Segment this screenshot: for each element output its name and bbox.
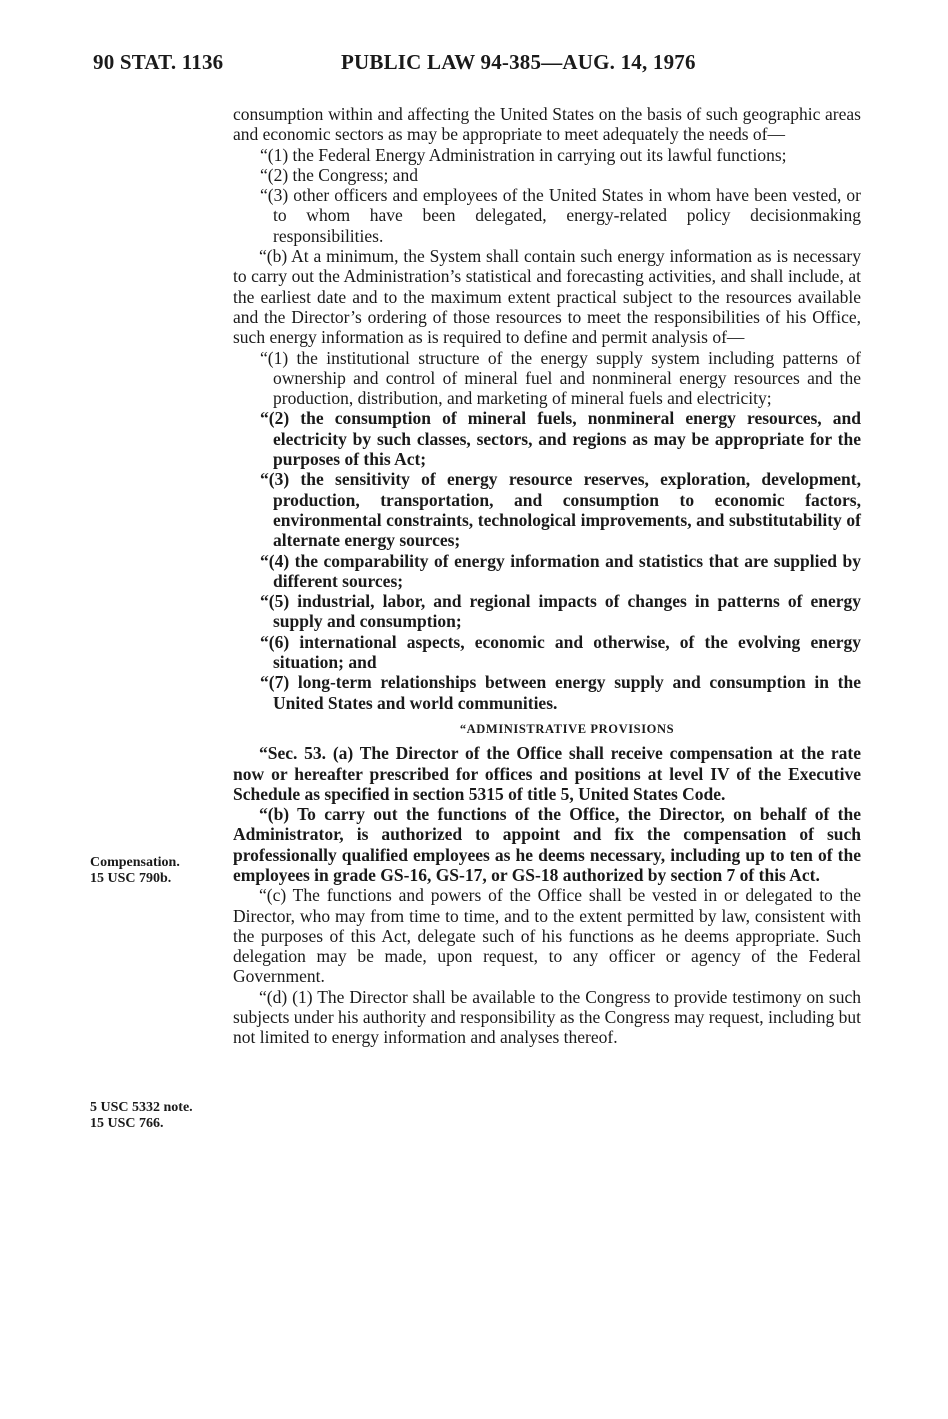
- paragraph-sec53-a: “Sec. 53. (a) The Director of the Office shall receive compensation at the rate now or hereafter prescribed for offices and positions at level IV of the Executive Schedule as specified in section 5315 of title 5, United States Code.: [233, 743, 861, 804]
- margin-note-compensation: [90, 855, 230, 887]
- margin-note-line: Compensation.: [90, 855, 180, 870]
- margin-note-line: 15 USC 766.: [90, 1116, 164, 1131]
- list-item-a1: “(1) the Federal Energy Administration in carrying out its lawful functions;: [260, 144, 787, 165]
- paragraph-sec53-c: “(c) The functions and powers of the Office shall be vested in or delegated to the Director, who may from time to time, and to the extent permitted by law, consistent with the purposes of this Act, delegate such of his functions as he deems appropriate. Such delegation may be made, upon request, to any officer or agency of the Federal Government.: [233, 885, 861, 987]
- page-citation: 90 STAT. 1136: [93, 50, 224, 74]
- list-item-b5: “(5) industrial, labor, and regional impacts of changes in patterns of energy supply and consumption;: [260, 591, 861, 632]
- paragraph-sec53-d: “(d) (1) The Director shall be available to the Congress to provide testimony on such subjects under his authority and responsibility as the Congress may request, including but not limited to energy information and analyses thereof.: [233, 986, 861, 1048]
- list-item-b6: “(6) international aspects, economic and otherwise, of the evolving energy situation; and: [260, 631, 861, 673]
- list-item-b3: “(3) the sensitivity of energy resource reserves, exploration, development, production, transportation, and consumption to economic factors, environmental constraints, technological improvements, and substitutability of alternate energy sources;: [260, 469, 861, 551]
- page-header-title: PUBLIC LAW 94-385—AUG. 14, 1976: [341, 50, 696, 74]
- statute-body: [233, 104, 861, 1048]
- paragraph-sec53-b: “(b) To carry out the functions of the Office, the Director, on behalf of the Administrator, is authorized to appoint and fix the compensation of such professionally qualified employees as he deems necessary, including up to ten of the employees in grade GS-16, GS-17, or GS-18 authorized by section 7 of this Act.: [233, 804, 861, 885]
- list-item-a3: “(3) other officers and employees of the United States in whom have been vested, or to whom have been delegated, energy-related policy decisionmaking responsibilities.: [260, 185, 861, 246]
- margin-note-authority: [90, 1100, 230, 1132]
- list-item-a2: “(2) the Congress; and: [260, 164, 418, 185]
- section-heading: “ADMINISTRATIVE PROVISIONS: [459, 721, 675, 736]
- list-item-b1: “(1) the institutional structure of the energy supply system including patterns of ownership and control of mineral fuel and nonmineral energy resources and the production, distribution, and marketing of mineral fuels and electricity;: [260, 347, 861, 409]
- margin-note-line: 5 USC 5332 note.: [90, 1100, 193, 1115]
- paragraph-subsection-b: “(b) At a minimum, the System shall contain such energy information as is necessary to carry out the Administration’s statistical and forecasting activities, and shall include, at the earliest date and to the maximum extent practical subject to the resources available and the Director’s ordering of those resources to meet the responsibilities of his Office, such energy information as is required to define and permit analysis of—: [233, 246, 861, 348]
- list-item-b7: “(7) long-term relationships between energy supply and consumption in the United States and world communities.: [260, 672, 861, 713]
- paragraph-consumption: consumption within and affecting the United States on the basis of such geographic areas and economic sectors as may be appropriate to meet adequately the needs of—: [233, 104, 861, 145]
- margin-note-line: 15 USC 790b.: [90, 871, 172, 886]
- list-item-b4: “(4) the comparability of energy information and statistics that are supplied by different sources;: [260, 550, 861, 591]
- list-item-b2: “(2) the consumption of mineral fuels, nonmineral energy resources, and electricity by such classes, sectors, and regions as may be appropriate for the purposes of this Act;: [260, 408, 861, 470]
